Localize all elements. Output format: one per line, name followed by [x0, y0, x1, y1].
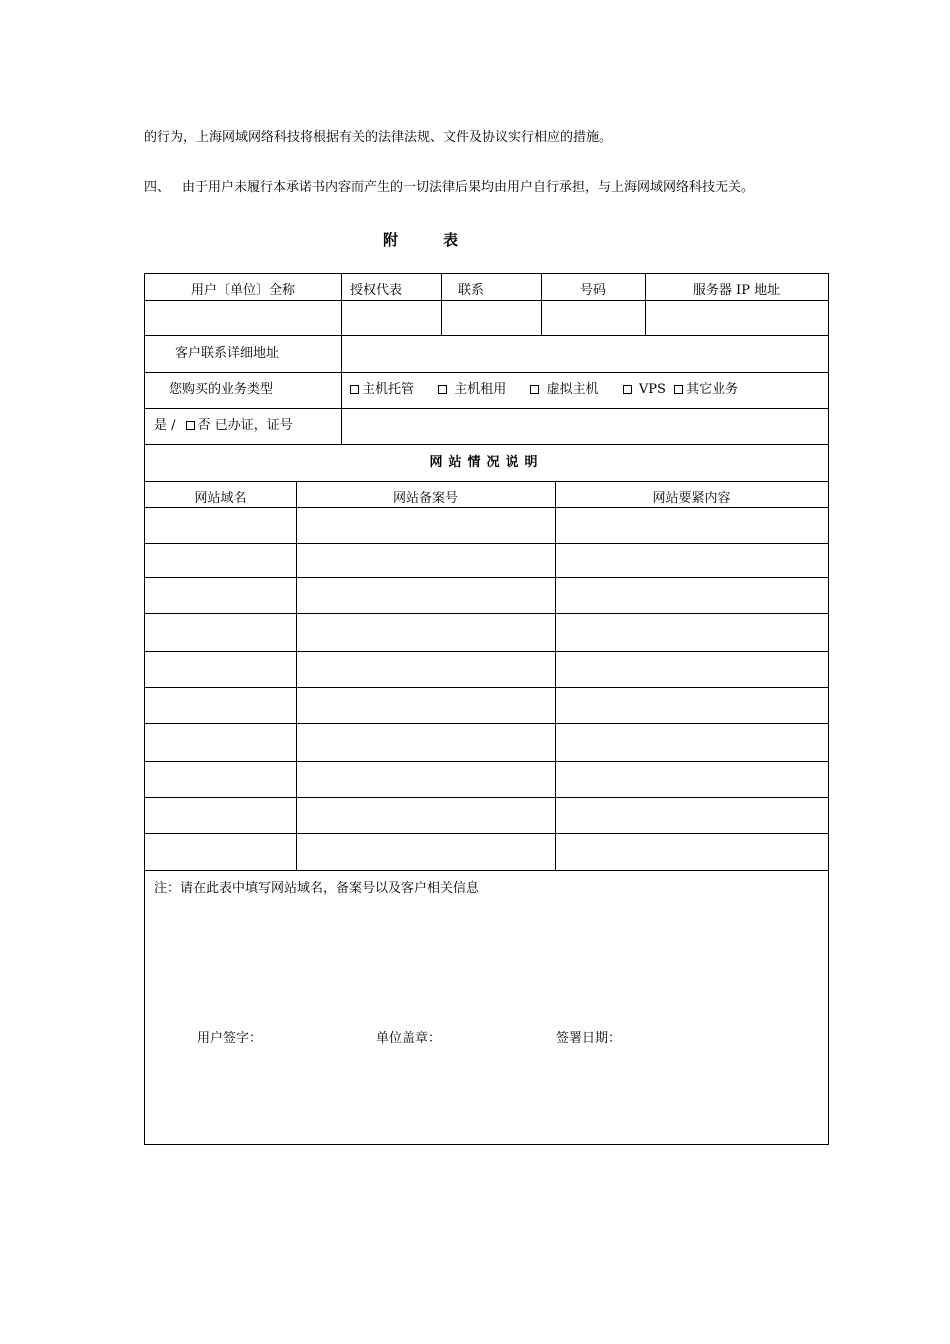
- paragraph-measures: 的行为，上海网域网络科技将根据有关的法律法规、文件及协议实行相应的措施。: [144, 130, 613, 145]
- option-label: 其它业务: [686, 382, 739, 397]
- option-label: 虚拟主机: [546, 382, 599, 397]
- website-section-title: 网站情况说明: [429, 455, 544, 470]
- user-signature-label: 用户签字：: [197, 1031, 263, 1046]
- server-ip-field[interactable]: [646, 301, 828, 335]
- title-char-1: 附: [383, 231, 399, 249]
- page-title: [383, 229, 458, 250]
- license-number-field[interactable]: [342, 409, 828, 444]
- option-virtual-host[interactable]: [530, 378, 598, 397]
- table-row[interactable]: [145, 834, 828, 870]
- option-hosting[interactable]: [350, 378, 414, 397]
- table-row[interactable]: [145, 652, 828, 687]
- option-rental[interactable]: [438, 378, 506, 397]
- header-authorized-rep: 授权代表: [350, 283, 403, 298]
- address-label: 客户联系详细地址: [175, 346, 280, 361]
- header-user-name: 用户〔单位〕全称: [190, 283, 295, 298]
- header-server-ip: 服务器 IP 地址: [692, 283, 781, 298]
- paragraph-number: 四、: [144, 180, 171, 195]
- checkbox-icon[interactable]: [674, 385, 683, 394]
- checkbox-icon[interactable]: [438, 385, 447, 394]
- table-row[interactable]: [145, 508, 828, 543]
- table-row[interactable]: [145, 688, 828, 723]
- table-row[interactable]: [145, 724, 828, 761]
- option-label: 主机租用: [454, 382, 507, 397]
- checkbox-icon[interactable]: [530, 385, 539, 394]
- column-domain: 网站域名: [194, 491, 247, 506]
- contact-field[interactable]: [442, 301, 541, 335]
- license-no-label: 否 已办证，证号: [197, 418, 293, 433]
- table-row[interactable]: [145, 762, 828, 797]
- paragraph-four-text: 由于用户未履行本承诺书内容而产生的一切法律后果均由用户自行承担，与上海网域网络科技无关。: [182, 180, 755, 195]
- table-row[interactable]: [145, 578, 828, 613]
- table-row[interactable]: [145, 798, 828, 833]
- address-field[interactable]: [342, 336, 828, 372]
- option-other[interactable]: [674, 378, 738, 397]
- header-contact: 联系: [458, 283, 485, 298]
- column-main-content: 网站要紧内容: [652, 491, 731, 506]
- checkbox-icon[interactable]: [350, 385, 359, 394]
- user-name-field[interactable]: [145, 301, 341, 335]
- paragraph-four: [144, 180, 754, 196]
- header-number: 号码: [579, 283, 606, 298]
- title-char-2: 表: [443, 231, 459, 249]
- appendix-form: [144, 273, 829, 1145]
- service-type-label: 您购买的业务类型: [169, 382, 274, 397]
- license-label: [154, 414, 293, 433]
- sign-date-label: 签署日期：: [556, 1031, 622, 1046]
- column-record-number: 网站备案号: [392, 491, 458, 506]
- unit-seal-label: 单位盖章：: [376, 1031, 442, 1046]
- table-row[interactable]: [145, 544, 828, 577]
- table-row[interactable]: [145, 614, 828, 651]
- form-note: 注：请在此表中填写网站域名，备案号以及客户相关信息: [154, 881, 480, 896]
- option-label: VPS: [638, 382, 666, 397]
- service-type-options: [350, 378, 758, 397]
- license-yes-label: 是 /: [154, 418, 176, 433]
- checkbox-icon[interactable]: [186, 421, 195, 430]
- option-label: 主机托管: [362, 382, 415, 397]
- option-vps[interactable]: [623, 382, 666, 397]
- authorized-rep-field[interactable]: [342, 301, 441, 335]
- number-field[interactable]: [542, 301, 645, 335]
- checkbox-icon[interactable]: [623, 385, 632, 394]
